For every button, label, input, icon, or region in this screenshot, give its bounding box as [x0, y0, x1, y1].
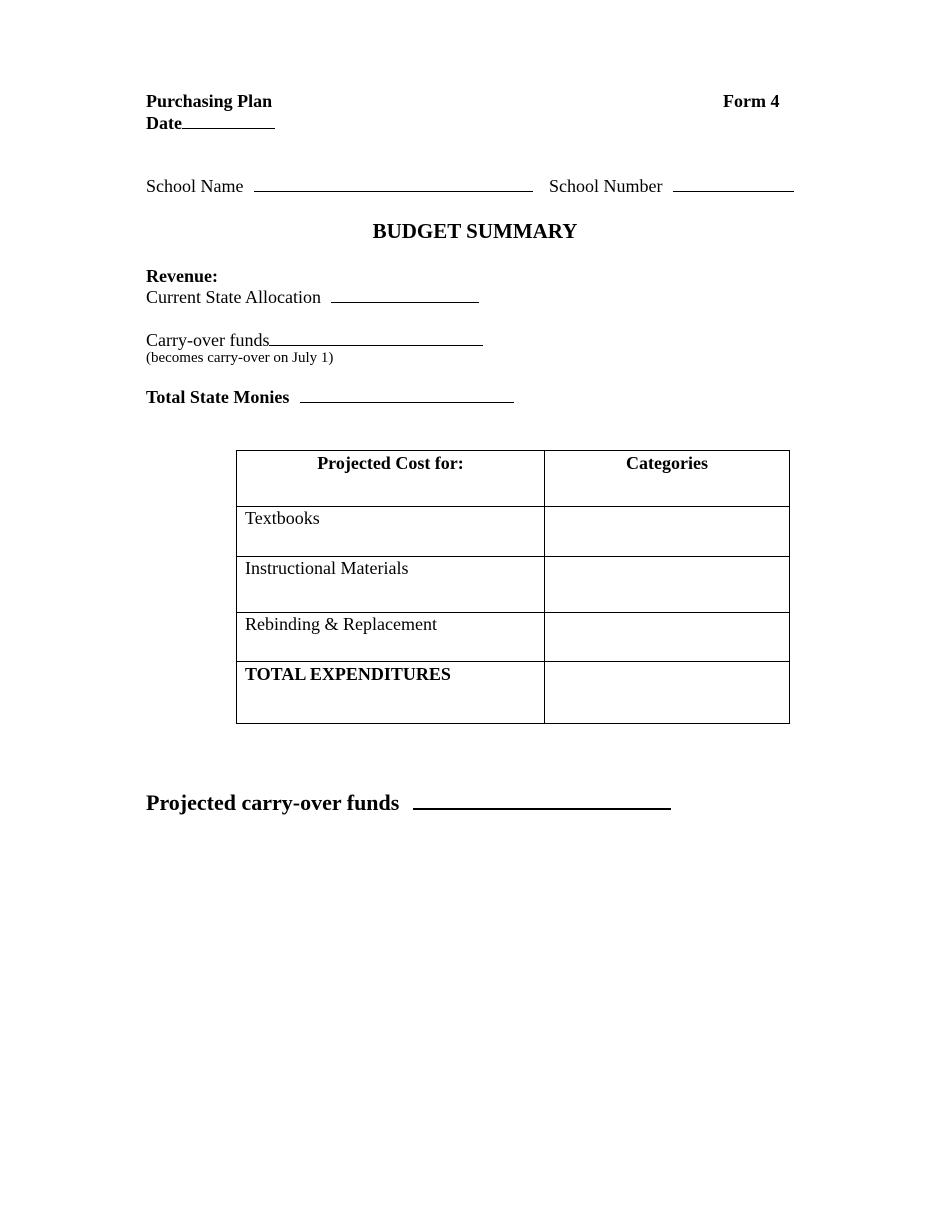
table-header-row — [237, 451, 790, 507]
school-name-row — [146, 175, 533, 197]
projected-carryover-field[interactable] — [413, 788, 671, 810]
carryover-field[interactable] — [269, 329, 483, 346]
total-state-monies-row — [146, 386, 514, 408]
current-allocation-row — [146, 286, 479, 308]
date-label: Date — [146, 113, 182, 133]
total-state-monies-field[interactable] — [300, 386, 514, 403]
form-number: Form 4 — [723, 91, 780, 111]
school-number-field[interactable] — [673, 175, 794, 192]
revenue-heading: Revenue: — [146, 266, 218, 286]
school-number-label: School Number — [549, 176, 663, 196]
table-total-row — [237, 662, 790, 724]
school-name-field[interactable] — [254, 175, 533, 192]
date-row — [146, 112, 275, 134]
total-state-monies-label: Total State Monies — [146, 387, 290, 407]
table-row — [237, 613, 790, 662]
school-number-row — [549, 175, 794, 197]
header-projected-cost: Projected Cost for: — [237, 451, 545, 507]
form-title: Purchasing Plan — [146, 91, 273, 111]
budget-summary-title: BUDGET SUMMARY — [372, 219, 578, 243]
total-expenditures-amount-cell[interactable] — [545, 662, 790, 724]
table-row — [237, 507, 790, 557]
carryover-row — [146, 329, 483, 351]
row-label-total-expenditures: TOTAL EXPENDITURES — [237, 662, 545, 724]
instructional-materials-amount-cell[interactable] — [545, 557, 790, 613]
projected-carryover-label: Projected carry-over funds — [146, 790, 400, 815]
carryover-label: Carry-over funds — [146, 330, 270, 350]
rebinding-replacement-amount-cell[interactable] — [545, 613, 790, 662]
carryover-note: (becomes carry-over on July 1) — [146, 350, 334, 366]
textbooks-amount-cell[interactable] — [545, 507, 790, 557]
row-label-instructional-materials: Instructional Materials — [237, 557, 545, 613]
current-allocation-field[interactable] — [331, 286, 479, 303]
school-name-label: School Name — [146, 176, 244, 196]
table-row — [237, 557, 790, 613]
projected-carryover-row — [146, 788, 671, 816]
header-categories: Categories — [545, 451, 790, 507]
current-allocation-label: Current State Allocation — [146, 287, 321, 307]
date-field[interactable] — [182, 112, 275, 129]
projected-cost-table — [236, 450, 790, 724]
row-label-textbooks: Textbooks — [237, 507, 545, 557]
row-label-rebinding-replacement: Rebinding & Replacement — [237, 613, 545, 662]
